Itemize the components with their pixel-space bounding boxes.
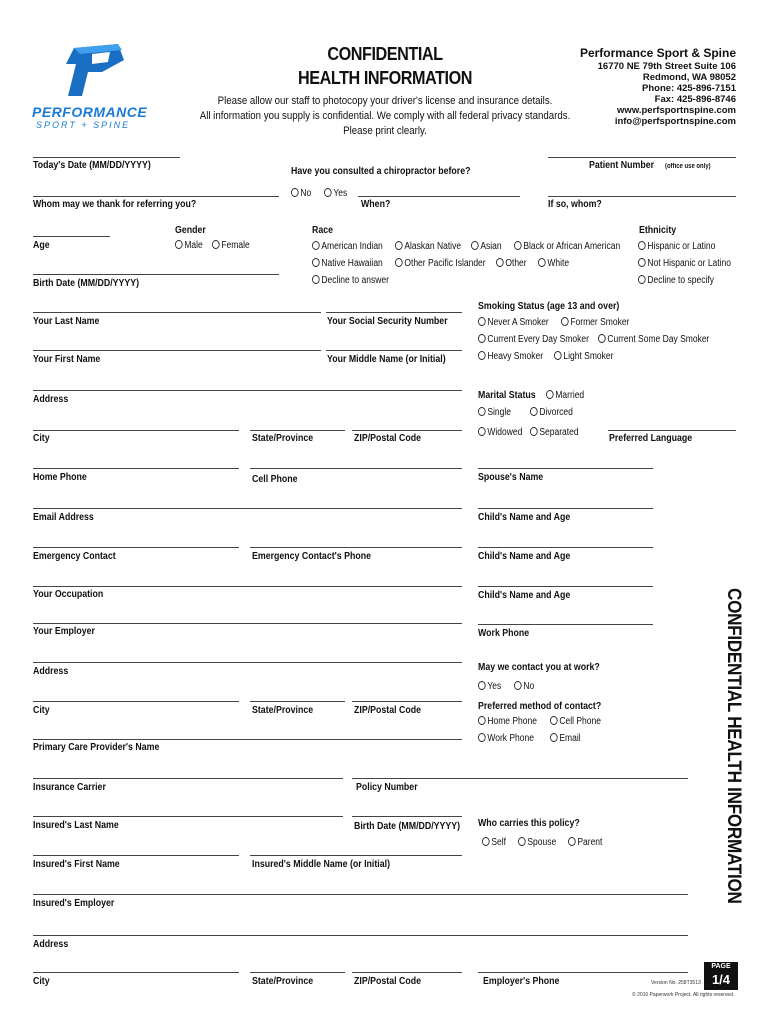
yes-option-label: Yes <box>333 188 348 199</box>
intro-line2: All information you supply is confidential. We comply with all federal privacy standards. <box>199 110 571 122</box>
marital-single[interactable] <box>478 407 511 418</box>
company-web[interactable]: www.perfsportnspine.com <box>617 105 736 116</box>
race-option-label: Decline to answer <box>321 275 389 286</box>
ins-middle-label: Insured's Middle Name (or Initial) <box>252 859 391 870</box>
child2-label: Child's Name and Age <box>478 551 571 562</box>
logo-subtext: SPORT + SPINE <box>36 120 131 130</box>
company-street: 16770 NE 79th Street Suite 106 <box>597 61 736 72</box>
smoke-option-label: Current Some Day Smoker <box>607 334 710 345</box>
method-option-label: Work Phone <box>487 733 534 744</box>
occupation-label: Your Occupation <box>33 589 104 600</box>
method-option-label: Cell Phone <box>559 716 601 727</box>
radio-circle-icon[interactable] <box>530 407 538 416</box>
radio-circle-icon[interactable] <box>312 241 320 250</box>
no-option-label: No <box>300 188 312 199</box>
marital-option-label: Separated <box>539 427 579 438</box>
child2-field[interactable] <box>478 547 653 548</box>
pref-method-label: Preferred method of contact? <box>478 701 602 712</box>
office-use-note: (office use only) <box>665 163 711 170</box>
logo <box>30 40 160 132</box>
ins-address-label: Address <box>33 939 69 950</box>
todays-date-field[interactable] <box>33 157 180 158</box>
marital-option-label: Married <box>555 390 585 401</box>
referral-field[interactable] <box>33 196 279 197</box>
ins-carrier-label: Insurance Carrier <box>33 782 106 793</box>
birth-date-field[interactable] <box>33 274 279 275</box>
carrier-option-label: Self <box>491 837 506 848</box>
page-label: PAGE <box>711 963 731 970</box>
pref-lang-label: Preferred Language <box>609 433 693 444</box>
radio-circle-icon[interactable] <box>550 733 558 742</box>
occupation-field[interactable] <box>33 586 462 587</box>
race-black[interactable] <box>514 241 620 252</box>
radio-circle-icon[interactable] <box>496 258 504 267</box>
smoke-former[interactable] <box>561 317 629 328</box>
zip-field[interactable] <box>352 430 462 431</box>
emp-zip-field[interactable] <box>352 701 462 702</box>
ethnicity-label: Ethnicity <box>639 225 677 236</box>
ssn-field[interactable] <box>326 312 462 313</box>
male-label: Male <box>184 240 203 251</box>
ins-employer-field[interactable] <box>33 894 688 895</box>
emergency-phone-label: Emergency Contact's Phone <box>252 551 371 562</box>
first-name-field[interactable] <box>33 350 321 351</box>
radio-circle-icon[interactable] <box>478 733 486 742</box>
ins-birth-field[interactable] <box>352 816 462 817</box>
radio-circle-icon[interactable] <box>561 317 569 326</box>
ins-middle-field[interactable] <box>250 855 462 856</box>
race-option-label: Black or African American <box>523 241 621 252</box>
child1-field[interactable] <box>478 508 653 509</box>
race-white[interactable] <box>538 258 569 269</box>
emp-address-field[interactable] <box>33 662 462 663</box>
emp-phone-label: Employer's Phone <box>483 976 560 987</box>
race-pacific-islander[interactable] <box>395 258 486 269</box>
company-name: Performance Sport & Spine <box>579 46 736 60</box>
ins-zip-label: ZIP/Postal Code <box>354 976 421 987</box>
contact-work-yes[interactable] <box>478 681 501 692</box>
last-name-field[interactable] <box>33 312 321 313</box>
race-american-indian[interactable] <box>312 241 383 252</box>
radio-circle-icon[interactable] <box>638 275 646 284</box>
page-number: 1/4 <box>711 972 731 987</box>
radio-circle-icon[interactable] <box>638 241 646 250</box>
eth-hispanic[interactable] <box>638 241 715 252</box>
female-label: Female <box>221 240 250 251</box>
pref-lang-field[interactable] <box>608 430 736 431</box>
smoke-option-label: Current Every Day Smoker <box>487 334 589 345</box>
referral-label: Whom may we thank for referring you? <box>33 199 197 210</box>
cell-phone-label: Cell Phone <box>252 474 298 485</box>
contact-work-no[interactable] <box>514 681 534 692</box>
race-decline[interactable] <box>312 275 389 286</box>
email-label: Email Address <box>33 512 94 523</box>
gender-male-radio[interactable] <box>175 240 203 251</box>
emp-city-label: City <box>33 705 50 716</box>
smoke-heavy[interactable] <box>478 351 543 362</box>
radio-circle-icon[interactable] <box>312 275 320 284</box>
race-option-label: Other <box>505 258 527 269</box>
smoke-option-label: Heavy Smoker <box>487 351 544 362</box>
title-line1: CONFIDENTIAL <box>327 44 443 64</box>
first-name-label: Your First Name <box>33 354 101 365</box>
state-field[interactable] <box>250 430 345 431</box>
ins-last-field[interactable] <box>33 816 343 817</box>
smoke-some-day[interactable] <box>598 334 709 345</box>
eth-option-label: Not Hispanic or Latino <box>647 258 731 269</box>
work-phone-label: Work Phone <box>478 628 530 639</box>
ins-zip-field[interactable] <box>352 972 462 973</box>
no-option-label: No <box>523 681 535 692</box>
radio-circle-icon[interactable] <box>324 188 332 197</box>
home-phone-label: Home Phone <box>33 472 87 483</box>
last-name-label: Your Last Name <box>33 316 100 327</box>
emp-state-label: State/Province <box>252 705 314 716</box>
address-label: Address <box>33 394 69 405</box>
radio-circle-icon[interactable] <box>482 837 490 846</box>
emergency-phone-field[interactable] <box>250 547 462 548</box>
emp-address-label: Address <box>33 666 69 677</box>
radio-circle-icon[interactable] <box>212 240 220 249</box>
smoking-label: Smoking Status (age 13 and over) <box>478 301 620 312</box>
intro-line1: Please allow our staff to photocopy your driver's license and insurance details. <box>217 95 553 107</box>
race-asian[interactable] <box>471 241 502 252</box>
sidebar-vertical-title: CONFIDENTIAL HEALTH INFORMATION <box>723 588 744 904</box>
emp-city-field[interactable] <box>33 701 239 702</box>
smoke-every-day[interactable] <box>478 334 589 345</box>
employer-field[interactable] <box>33 623 462 624</box>
marital-divorced[interactable] <box>530 407 573 418</box>
radio-circle-icon[interactable] <box>550 716 558 725</box>
address-field[interactable] <box>33 390 462 391</box>
cell-phone-field[interactable] <box>250 468 462 469</box>
race-option-label: Native Hawaiian <box>321 258 383 269</box>
emp-zip-label: ZIP/Postal Code <box>354 705 421 716</box>
child3-field[interactable] <box>478 586 653 587</box>
method-home-phone[interactable] <box>478 716 537 727</box>
ins-employer-label: Insured's Employer <box>33 898 115 909</box>
patient-number-field[interactable] <box>548 157 736 158</box>
employer-label: Your Employer <box>33 626 95 637</box>
ins-first-field[interactable] <box>33 855 239 856</box>
marital-option-label: Divorced <box>539 407 573 418</box>
marital-married[interactable] <box>546 390 584 401</box>
middle-name-label: Your Middle Name (or Initial) <box>327 354 446 365</box>
race-option-label: Asian <box>480 241 502 252</box>
page-badge <box>704 962 738 990</box>
ins-birth-label: Birth Date (MM/DD/YYYY) <box>354 821 461 832</box>
ins-carrier-field[interactable] <box>33 778 343 779</box>
state-label: State/Province <box>252 433 314 444</box>
radio-circle-icon[interactable] <box>568 837 576 846</box>
radio-circle-icon[interactable] <box>538 258 546 267</box>
ins-state-field[interactable] <box>250 972 345 973</box>
company-email[interactable]: info@perfsportnspine.com <box>614 116 736 127</box>
carrier-option-label: Spouse <box>527 837 557 848</box>
company-city: Redmond, WA 98052 <box>642 72 736 83</box>
if-so-field[interactable] <box>548 196 736 197</box>
when-label: When? <box>361 199 391 210</box>
yes-option-label: Yes <box>487 681 502 692</box>
spouse-field[interactable] <box>478 468 653 469</box>
radio-circle-icon[interactable] <box>478 317 486 326</box>
marital-option-label: Widowed <box>487 427 523 438</box>
ins-city-field[interactable] <box>33 972 239 973</box>
ins-last-label: Insured's Last Name <box>33 820 119 831</box>
copyright-text: © 2016 Paperwork Project. All rights reserved. <box>632 992 735 998</box>
ins-city-label: City <box>33 976 50 987</box>
ins-address-field[interactable] <box>33 935 688 936</box>
eth-option-label: Decline to specify <box>647 275 714 286</box>
radio-circle-icon[interactable] <box>478 681 486 690</box>
radio-circle-icon[interactable] <box>554 351 562 360</box>
radio-circle-icon[interactable] <box>478 716 486 725</box>
todays-date-label: Today's Date (MM/DD/YYYY) <box>33 160 151 171</box>
email-field[interactable] <box>33 508 462 509</box>
radio-circle-icon[interactable] <box>478 351 486 360</box>
emp-phone-field[interactable] <box>478 972 688 973</box>
middle-name-field[interactable] <box>326 350 462 351</box>
child3-label: Child's Name and Age <box>478 590 571 601</box>
eth-not-hispanic[interactable] <box>638 258 731 269</box>
radio-circle-icon[interactable] <box>546 390 554 399</box>
radio-circle-icon[interactable] <box>514 681 522 690</box>
race-option-label: White <box>547 258 570 269</box>
radio-circle-icon[interactable] <box>518 837 526 846</box>
radio-circle-icon[interactable] <box>530 427 538 436</box>
pcp-label: Primary Care Provider's Name <box>33 742 160 753</box>
patient-number-label: Patient Number <box>589 160 655 171</box>
radio-circle-icon[interactable] <box>478 407 486 416</box>
child1-label: Child's Name and Age <box>478 512 571 523</box>
consulted-yes-radio[interactable] <box>324 188 347 199</box>
intro-line3: Please print clearly. <box>343 125 427 137</box>
smoke-light[interactable] <box>554 351 613 362</box>
radio-circle-icon[interactable] <box>291 188 299 197</box>
radio-circle-icon[interactable] <box>478 334 486 343</box>
home-phone-field[interactable] <box>33 468 239 469</box>
ssn-label: Your Social Security Number <box>327 316 448 327</box>
title-line2: HEALTH INFORMATION <box>298 68 472 88</box>
smoke-option-label: Light Smoker <box>563 351 614 362</box>
age-field[interactable] <box>33 236 110 237</box>
gender-female-radio[interactable] <box>212 240 250 251</box>
smoke-never[interactable] <box>478 317 549 328</box>
birth-date-label: Birth Date (MM/DD/YYYY) <box>33 278 140 289</box>
radio-circle-icon[interactable] <box>395 241 403 250</box>
method-option-label: Home Phone <box>487 716 537 727</box>
carrier-option-label: Parent <box>577 837 603 848</box>
ins-state-label: State/Province <box>252 976 314 987</box>
logo-p-icon <box>62 40 132 100</box>
carrier-self[interactable] <box>482 837 506 848</box>
emp-state-field[interactable] <box>250 701 345 702</box>
marital-label: Marital Status <box>478 390 536 401</box>
race-option-label: Other Pacific Islander <box>404 258 486 269</box>
zip-label: ZIP/Postal Code <box>354 433 421 444</box>
race-other[interactable] <box>496 258 527 269</box>
consulted-no-radio[interactable] <box>291 188 311 199</box>
radio-circle-icon[interactable] <box>471 241 479 250</box>
radio-circle-icon[interactable] <box>598 334 606 343</box>
marital-widowed[interactable] <box>478 427 522 438</box>
method-cell-phone[interactable] <box>550 716 601 727</box>
marital-separated[interactable] <box>530 427 579 438</box>
company-fax: Fax: 425-896-8746 <box>654 94 736 105</box>
spouse-label: Spouse's Name <box>478 472 544 483</box>
policy-field[interactable] <box>352 778 688 779</box>
radio-circle-icon[interactable] <box>638 258 646 267</box>
race-label: Race <box>312 225 334 236</box>
carrier-parent[interactable] <box>568 837 602 848</box>
contact-work-label: May we contact you at work? <box>478 662 600 673</box>
radio-circle-icon[interactable] <box>312 258 320 267</box>
version-text: Version No. 258T3513 <box>651 980 701 986</box>
logo-wordmark: PERFORMANCE <box>32 104 148 120</box>
race-option-label: American Indian <box>321 241 383 252</box>
city-field[interactable] <box>33 430 239 431</box>
when-field[interactable] <box>358 196 520 197</box>
race-alaskan-native[interactable] <box>395 241 461 252</box>
company-phone: Phone: 425-896-7151 <box>642 83 736 94</box>
policy-label: Policy Number <box>356 782 418 793</box>
city-label: City <box>33 433 50 444</box>
radio-circle-icon[interactable] <box>175 240 183 249</box>
smoke-option-label: Never A Smoker <box>487 317 549 328</box>
method-option-label: Email <box>559 733 581 744</box>
emergency-field[interactable] <box>33 547 239 548</box>
work-phone-field[interactable] <box>478 624 653 625</box>
if-so-label: If so, whom? <box>548 199 602 210</box>
race-native-hawaiian[interactable] <box>312 258 383 269</box>
eth-option-label: Hispanic or Latino <box>647 241 716 252</box>
method-work-phone[interactable] <box>478 733 534 744</box>
eth-decline[interactable] <box>638 275 714 286</box>
radio-circle-icon[interactable] <box>395 258 403 267</box>
pcp-field[interactable] <box>33 739 462 740</box>
consulted-label: Have you consulted a chiropractor before? <box>291 166 471 177</box>
radio-circle-icon[interactable] <box>514 241 522 250</box>
company-info <box>580 45 736 127</box>
emergency-label: Emergency Contact <box>33 551 116 562</box>
gender-label: Gender <box>175 225 206 236</box>
race-option-label: Alaskan Native <box>404 241 462 252</box>
method-email[interactable] <box>550 733 581 744</box>
marital-option-label: Single <box>487 407 511 418</box>
who-carries-label: Who carries this policy? <box>478 818 580 829</box>
carrier-spouse[interactable] <box>518 837 556 848</box>
ins-first-label: Insured's First Name <box>33 859 120 870</box>
smoke-option-label: Former Smoker <box>570 317 630 328</box>
age-label: Age <box>33 240 50 251</box>
radio-circle-icon[interactable] <box>478 427 486 436</box>
